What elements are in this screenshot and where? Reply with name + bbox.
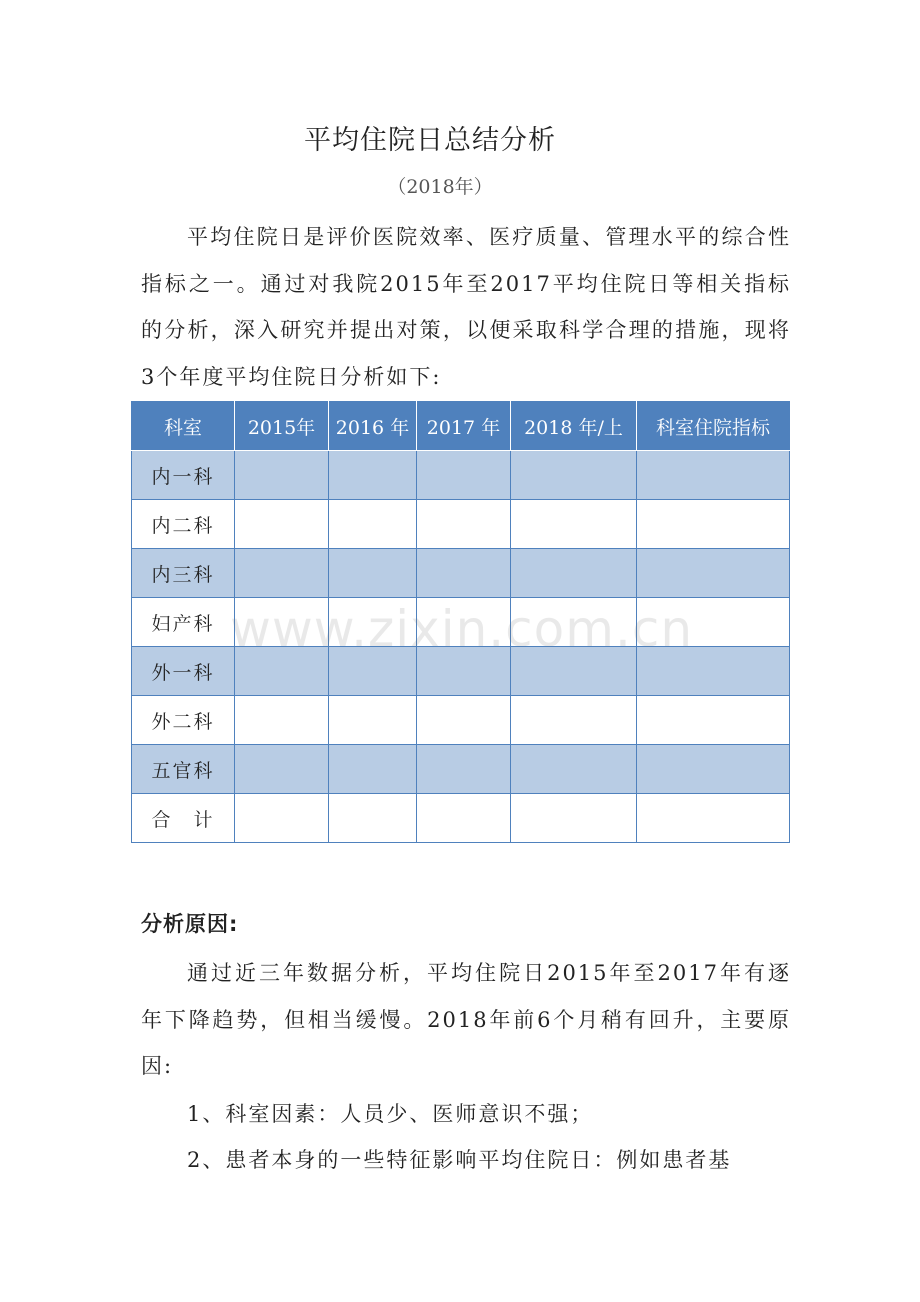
data-cell <box>329 549 417 598</box>
data-cell <box>235 549 329 598</box>
data-cell <box>329 500 417 549</box>
table-row <box>132 794 790 843</box>
data-cell <box>637 794 790 843</box>
dept-cell: 五官科 <box>132 745 235 794</box>
data-cell <box>511 451 637 500</box>
data-cell <box>329 696 417 745</box>
data-cell <box>417 549 511 598</box>
data-cell <box>329 745 417 794</box>
data-cell <box>417 794 511 843</box>
reason-item-2: 2、患者本身的一些特征影响平均住院日：例如患者基 <box>187 1148 732 1172</box>
data-cell <box>511 794 637 843</box>
data-cell <box>417 451 511 500</box>
table-row <box>132 696 790 745</box>
data-cell <box>329 451 417 500</box>
table-row <box>132 451 790 500</box>
dept-cell: 妇产科 <box>132 598 235 647</box>
data-cell <box>417 696 511 745</box>
header-2015: 2015年 <box>235 402 329 451</box>
data-cell <box>511 549 637 598</box>
dept-cell: 合 计 <box>132 794 235 843</box>
document-subtitle: （2018年） <box>387 176 493 198</box>
data-cell <box>511 500 637 549</box>
dept-cell: 内三科 <box>132 549 235 598</box>
data-cell <box>235 696 329 745</box>
dept-cell: 内一科 <box>132 451 235 500</box>
header-2016: 2016 年 <box>329 402 417 451</box>
table-row <box>132 500 790 549</box>
header-2018-first-half: 2018 年/上 <box>511 402 637 451</box>
analysis-heading: 分析原因: <box>141 912 239 936</box>
data-cell <box>637 745 790 794</box>
intro-paragraph: 平均住院日是评价医院效率、医疗质量、管理水平的综合性指标之一。通过对我院2015年至2017平均住院日等相关指标的分析，深入研究并提出对策，以便采取科学合理的措施，现将3个年度平均住院日分析如下: <box>141 225 791 389</box>
document-title: 平均住院日总结分析 <box>304 125 556 156</box>
data-cell <box>235 745 329 794</box>
table-row <box>132 745 790 794</box>
data-cell <box>511 745 637 794</box>
dept-cell: 外二科 <box>132 696 235 745</box>
table-header-row <box>132 402 790 451</box>
data-cell <box>329 794 417 843</box>
data-cell <box>637 500 790 549</box>
data-cell <box>235 451 329 500</box>
header-2017: 2017 年 <box>417 402 511 451</box>
reason-item-1: 1、科室因素：人员少、医师意识不强； <box>187 1102 594 1126</box>
dept-cell: 内二科 <box>132 500 235 549</box>
header-dept: 科室 <box>132 402 235 451</box>
data-cell <box>417 745 511 794</box>
dept-cell: 外一科 <box>132 647 235 696</box>
data-cell <box>511 696 637 745</box>
data-cell <box>235 794 329 843</box>
data-cell <box>235 500 329 549</box>
data-cell <box>417 500 511 549</box>
data-cell <box>637 549 790 598</box>
watermark-text: www.zixin.com.cn <box>230 600 694 658</box>
data-cell <box>637 451 790 500</box>
header-dept-indicator: 科室住院指标 <box>637 402 790 451</box>
table-row <box>132 549 790 598</box>
analysis-paragraph: 通过近三年数据分析，平均住院日2015年至2017年有逐年下降趋势，但相当缓慢。2018年前6个月稍有回升，主要原因: <box>141 961 791 1078</box>
data-cell <box>637 696 790 745</box>
